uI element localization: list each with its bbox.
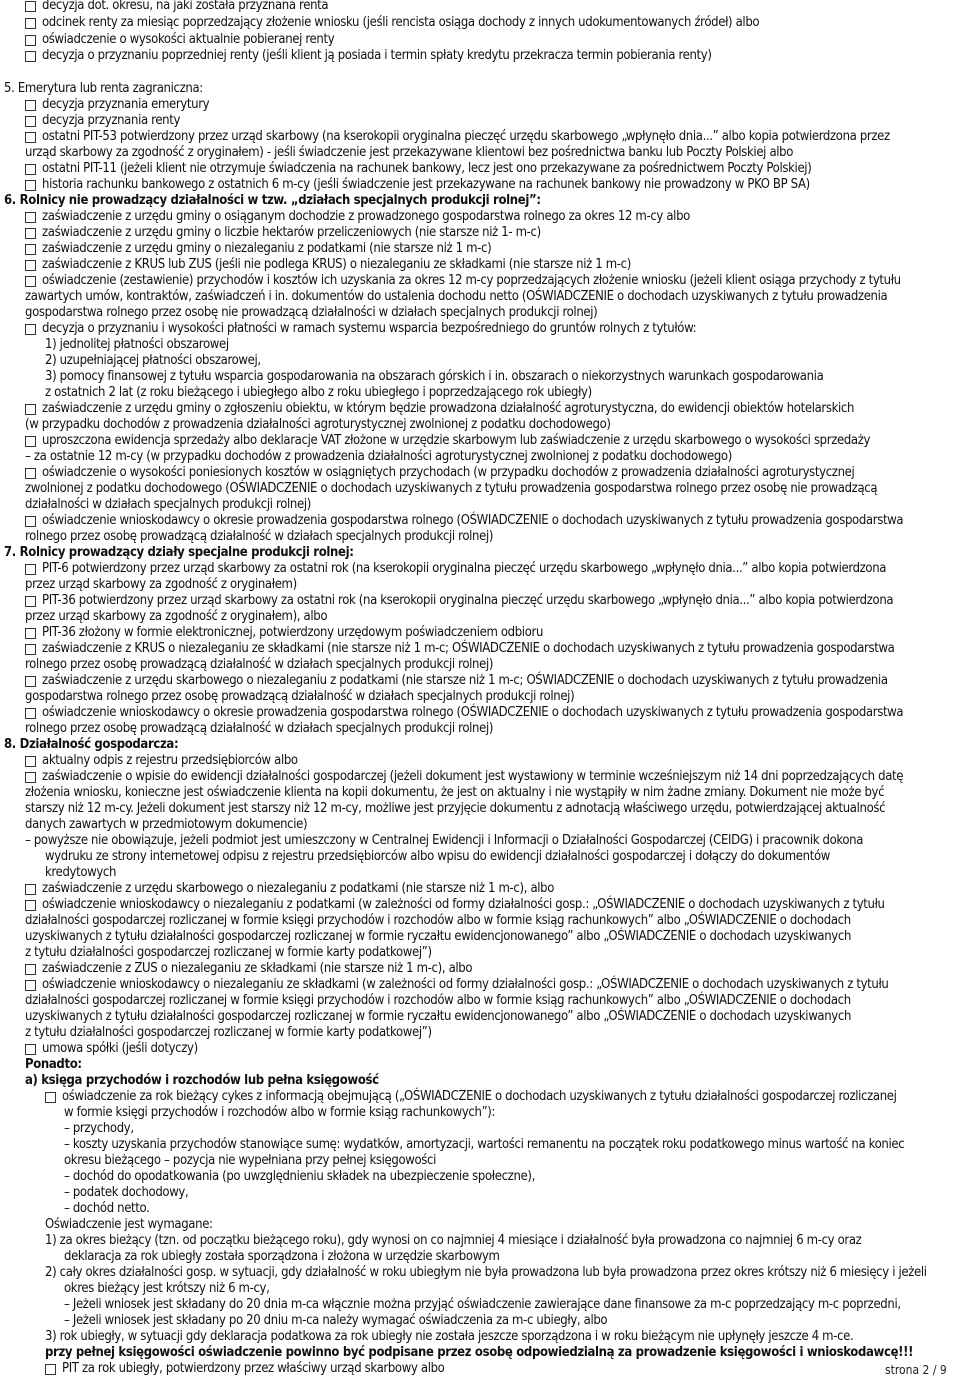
document-line: zaświadczenie z ZUS o niezaleganiu ze składkami (nie starsze niż 1 m-c), albo [42, 961, 473, 976]
checkbox[interactable] [25, 708, 36, 719]
document-line: oświadczenie o wysokości aktualnie pobieranej renty [42, 32, 335, 47]
document-line: 3) pomocy finansowej z tytułu wsparcia gospodarowania na obszarach górskich i in. obszarach o niekorzystnych warunkach gospodarowania [45, 369, 824, 384]
document-line: oświadczenie (zestawienie) przychodów i kosztów ich uzyskania za okres 12 m-cy poprzedzających złożenie wniosku (jeżeli klient osiąga przychody z tytułu [42, 273, 901, 288]
document-line: historia rachunku bankowego z ostatnich 6 m-cy (jeśli świadczenie jest przekazywane na rachunek bankowy nie prowadzony w PKO BP SA) [42, 177, 810, 192]
document-line: – przychody, [64, 1121, 134, 1136]
document-line: – dochód do opodatkowania (po uwzględnieniu składek na ubezpieczenie społeczne), [64, 1169, 535, 1184]
checkbox[interactable] [25, 324, 36, 335]
document-line: oświadczenie wnioskodawcy o niezaleganiu z podatkami (w zależności od formy działalności gosp.: „OŚWIADCZENIE o dochodach uzyskiwanych z tytułu [42, 897, 885, 912]
checkbox[interactable] [25, 228, 36, 239]
document-line: deklaracja za rok ubiegły została sporządzona i złożona w urzędzie skarbowym [64, 1249, 500, 1264]
checkbox[interactable] [45, 1092, 56, 1103]
checkbox[interactable] [25, 276, 36, 287]
document-line: uzyskiwanych z tytułu działalności gospodarczej rozliczanej w formie ryczałtu ewidencjonowanego” albo „OŚWIADCZENIE o dochodach uzyskiwanych [25, 929, 852, 944]
document-line: gospodarstwa rolnego przez osobę nie prowadzącą działalności w działach specjalnych produkcji rolnej) [25, 305, 598, 320]
checkbox[interactable] [25, 564, 36, 575]
document-line: złożenia wniosku, konieczne jest oświadczenie klienta na kopii dokumentu, że jest on aktualny i nie wystąpiły w nim żadne zmiany. Dokument nie może być [25, 785, 885, 800]
checkbox[interactable] [25, 51, 36, 62]
document-line: umowa spółki (jeśli dotyczy) [42, 1041, 198, 1056]
checkbox[interactable] [25, 1044, 36, 1055]
document-line: zwolnionej z podatku dochodowego (OŚWIADCZENIE o dochodach uzyskiwanych z tytułu prowadzenia gospodarstwa rolnego przez osobę nie prowadzącą [25, 481, 878, 496]
document-line: decyzja przyznania renty [42, 113, 181, 128]
document-line: oświadczenie za rok bieżący cykes z informacją obejmującą („OŚWIADCZENIE o dochodach uzyskiwanych z tytułu działalności gospodarczej rozliczanej [62, 1089, 897, 1104]
document-line: przy pełnej księgowości oświadczenie powinno być podpisane przez osobę odpowiedzialną za prowadzenie księgowości i wnioskodawcę!!! [45, 1345, 914, 1360]
page-number: strona 2 / 9 [885, 1363, 947, 1377]
checkbox[interactable] [25, 964, 36, 975]
checkbox[interactable] [25, 900, 36, 911]
document-line: z tytułu działalności gospodarczej rozliczanej w formie karty podatkowej”) [25, 1025, 432, 1040]
document-line: działalności gospodarczej rozliczanej w formie księgi przychodów i rozchodów albo w formie ksiąg rachunkowych” albo „OŚWIADCZENIE o dochodach [25, 993, 851, 1008]
checkbox[interactable] [25, 980, 36, 991]
document-line: działalności w działach specjalnych produkcji rolnej) [25, 497, 311, 512]
document-line: starszy niż 12 m-cy. Jeżeli dokument jest starszy niż 12 m-cy, możliwe jest przyjęcie dokumentu z adnotacją właściwego urzędu, potwierdzającej aktualność [25, 801, 886, 816]
document-line: zaświadczenie z KRUS lub ZUS (jeśli nie podlega KRUS) o niezaleganiu ze składkami (nie starsze niż 1 m-c) [42, 257, 631, 272]
checkbox[interactable] [45, 1364, 56, 1375]
document-line: 8. Działalność gospodarcza: [4, 737, 179, 752]
document-line: okres bieżący jest krótszy niż 6 m-cy, [64, 1281, 270, 1296]
document-line: z tytułu działalności gospodarczej rozliczanej w formie karty podatkowej”) [25, 945, 432, 960]
document-line: gospodarstwa rolnego przez osobę prowadzącą działalność w działach specjalnych produkcji rolnej) [25, 689, 575, 704]
checkbox[interactable] [25, 244, 36, 255]
checkbox[interactable] [25, 756, 36, 767]
document-line: – powyższe nie obowiązuje, jeżeli podmiot jest umieszczony w Centralnej Ewidencji i Informacji o Działalności Gospodarczej (CEIDG) i pracownik dokona [25, 833, 864, 848]
document-line: Oświadczenie jest wymagane: [45, 1217, 213, 1232]
document-line: rolnego przez osobę prowadzącą działalność w działach specjalnych produkcji rolnej) [25, 657, 494, 672]
document-line: 5. Emerytura lub renta zagraniczna: [4, 81, 203, 96]
document-line: uzyskiwanych z tytułu działalności gospodarczej rozliczanej w formie ryczałtu ewidencjonowanego” albo „OŚWIADCZENIE o dochodach uzyskiwanych [25, 1009, 852, 1024]
document-line: decyzja dot. okresu, na jaki została przyznana renta [42, 0, 329, 13]
document-line: przez urząd skarbowy za zgodność z oryginałem) [25, 577, 297, 592]
document-line: zawartych umów, kontraktów, zaświadczeń i in. dokumentów do ustalenia dochodu netto (OŚWIADCZENIE o dochodach uzyskiwanych z tytułu prowadzenia [25, 289, 888, 304]
document-line: PIT za rok ubiegły, potwierdzony przez właściwy urząd skarbowy albo [62, 1361, 445, 1376]
document-line: przez urząd skarbowy za zgodność z oryginałem), albo [25, 609, 328, 624]
document-line: 7. Rolnicy prowadzący działy specjalne produkcji rolnej: [4, 545, 354, 560]
document-line: oświadczenie wnioskodawcy o niezaleganiu ze składkami (w zależności od formy działalności gosp.: „OŚWIADCZENIE o dochodach uzyskiwanych z tytułu [42, 977, 889, 992]
document-line: – podatek dochodowy, [64, 1185, 189, 1200]
checkbox[interactable] [25, 164, 36, 175]
checkbox[interactable] [25, 884, 36, 895]
document-line: PIT-6 potwierdzony przez urząd skarbowy za ostatni rok (na kserokopii oryginalna pieczęć urzędu skarbowego „wpłynęło dnia...” albo kopia potwierdzona [42, 561, 887, 576]
document-line: działalności gospodarczej rozliczanej w formie księgi przychodów i rozchodów albo w formie ksiąg rachunkowych” albo „OŚWIADCZENIE o dochodach [25, 913, 851, 928]
document-line: uproszczona ewidencja sprzedaży albo deklaracje VAT złożone w urzędzie skarbowym lub zaświadczenie z urzędu skarbowego o wysokości sprzedaży [42, 433, 871, 448]
document-line: Ponadto: [25, 1057, 82, 1072]
document-line: 2) cały okres działalności gosp. w sytuacji, gdy działalność w roku ubiegłym nie była prowadzona lub była prowadzona przez okres krótszy niż 6 miesięcy i jeżeli [45, 1265, 927, 1280]
checkbox[interactable] [25, 132, 36, 143]
document-line: 3) rok ubiegły, w sytuacji gdy deklaracja podatkowa za rok ubiegły nie została jeszcze sporządzona i w roku bieżącym nie upłynęły jeszcze 4 m-ce. [45, 1329, 854, 1344]
checkbox[interactable] [25, 628, 36, 639]
document-line: zaświadczenie z KRUS o niezaleganiu ze składkami (nie starsze niż 1 m-c; OŚWIADCZENIE o dochodach uzyskiwanych z tytułu prowadzenia gospodarstwa [42, 641, 895, 656]
checkbox[interactable] [25, 516, 36, 527]
document-line: zaświadczenie z urzędu gminy o osiąganym dochodzie z prowadzonego gospodarstwa rolnego za okres 12 m-cy albo [42, 209, 690, 224]
document-line: (w przypadku dochodów z prowadzenia działalności agroturystycznej zwolnionej z podatku dochodowego) [25, 417, 611, 432]
document-line: z ostatnich 2 lat (z roku bieżącego i ubiegłego albo z roku ubiegłego i poprzedzającego rok ubiegły) [45, 385, 592, 400]
document-line: – Jeżeli wniosek jest składany po 20 dniu m-ca należy wymagać oświadczenia za m-c ubiegły, albo [64, 1313, 608, 1328]
document-line: 2) uzupełniającej płatności obszarowej, [45, 353, 261, 368]
document-line: w formie księgi przychodów i rozchodów albo w formie ksiąg rachunkowych”): [64, 1105, 496, 1120]
document-line: kredytowych [45, 865, 117, 880]
document-line: zaświadczenie z urzędu skarbowego o niezaleganiu z podatkami (nie starsze niż 1 m-c; OŚWIADCZENIE o dochodach uzyskiwanych z tytułu prowadzenia [42, 673, 888, 688]
document-line: – za ostatnie 12 m-cy (w przypadku dochodów z prowadzenia działalności agroturystycznej zwolnionej z podatku dochodowego) [25, 449, 732, 464]
document-line: zaświadczenie o wpisie do ewidencji działalności gospodarczej (jeżeli dokument jest wystawiony w terminie wcześniejszym niż 14 dni poprzedzających datę [42, 769, 904, 784]
document-line: zaświadczenie z urzędu gminy o niezaleganiu z podatkami (nie starsze niż 1 m-c) [42, 241, 492, 256]
checkbox[interactable] [25, 404, 36, 415]
document-line: wydruku ze strony internetowej odpisu z rejestru przedsiębiorców albo wpisu do ewidencji działalności gospodarczej i dołączy do dokumentów [45, 849, 830, 864]
document-line: ostatni PIT-11 (jeżeli klient nie otrzymuje świadczenia na rachunek bankowy, lecz jest ono przekazywane za pośrednictwem Poczty Polskiej) [42, 161, 812, 176]
document-line: 1) za okres bieżący (tzn. od początku bieżącego roku), gdy wynosi on co najmniej 4 miesiące i działalność była prowadzona co najmniej 6 m-cy oraz [45, 1233, 862, 1248]
document-line: zaświadczenie z urzędu gminy o zgłoszeniu obiektu, w którym będzie prowadzona działalność agroturystyczna, do ewidencji obiektów hotelarskich [42, 401, 855, 416]
document-line: oświadczenie wnioskodawcy o okresie prowadzenia gospodarstwa rolnego (OŚWIADCZENIE o dochodach uzyskiwanych z tytułu prowadzenia gospodarstwa [42, 705, 904, 720]
document-line: danych zawartych w przedmiotowym dokumencie) [25, 817, 308, 832]
checkbox[interactable] [25, 35, 36, 46]
document-line: decyzja o przyznaniu poprzedniej renty (jeśli klient ją posiada i termin spłaty kredytu przekracza termin pobierania renty) [42, 48, 712, 63]
checkbox[interactable] [25, 100, 36, 111]
document-line: oświadczenie o wysokości poniesionych kosztów w osiągniętych przychodach (w przypadku dochodów z prowadzenia działalności agroturystycznej [42, 465, 855, 480]
checkbox[interactable] [25, 212, 36, 223]
document-line: okresu bieżącego – pozycja nie wypełniana przy pełnej księgowości [64, 1153, 437, 1168]
document-line: zaświadczenie z urzędu gminy o liczbie hektarów przeliczeniowych (nie starsze niż 1- m-c) [42, 225, 541, 240]
checkbox[interactable] [25, 436, 36, 447]
checkbox[interactable] [25, 260, 36, 271]
document-line: 1) jednolitej płatności obszarowej [45, 337, 229, 352]
checkbox[interactable] [25, 468, 36, 479]
document-line: rolnego przez osobę prowadzącą działalność w działach specjalnych produkcji rolnej) [25, 721, 494, 736]
document-line: – dochód netto. [64, 1201, 150, 1216]
document-line: – koszty uzyskania przychodów stanowiące sumę: wydatków, amortyzacji, wartości remanentu na początek roku podatkowego minus wartość na koniec [64, 1137, 905, 1152]
document-line: aktualny odpis z rejestru przedsiębiorców albo [42, 753, 298, 768]
checkbox[interactable] [25, 180, 36, 191]
document-line: PIT-36 potwierdzony przez urząd skarbowy za ostatni rok (na kserokopii oryginalna pieczęć urzędu skarbowego „wpłynęło dnia...” albo kopia potwierdzona [42, 593, 894, 608]
document-line: zaświadczenie z urzędu skarbowego o niezaleganiu z podatkami (nie starsze niż 1 m-c), albo [42, 881, 555, 896]
document-line: odcinek renty za miesiąc poprzedzający złożenie wniosku (jeśli rencista osiąga dochody z innych udokumentowanych źródeł) albo [42, 15, 760, 30]
document-line: decyzja o przyznaniu i wysokości płatności w ramach systemu wsparcia bezpośredniego do gruntów rolnych z tytułów: [42, 321, 697, 336]
document-line: ostatni PIT-53 potwierdzony przez urząd skarbowy (na kserokopii oryginalna pieczęć urzędu skarbowego „wpłynęło dnia...” albo kopia potwierdzona przez [42, 129, 890, 144]
document-line: rolnego przez osobę prowadzącą działalność w działach specjalnych produkcji rolnej) [25, 529, 494, 544]
checkbox[interactable] [25, 772, 36, 783]
document-line: 6. Rolnicy nie prowadzący działalności w tzw. „działach specjalnych produkcji rolnej”: [4, 193, 541, 208]
document-line: urząd skarbowy za zgodność z oryginałem) - jeśli świadczenie jest przekazywane klientowi bez pośrednictwa banku lub Poczty Polskiej albo [25, 145, 794, 160]
document-line: oświadczenie wnioskodawcy o okresie prowadzenia gospodarstwa rolnego (OŚWIADCZENIE o dochodach uzyskiwanych z tytułu prowadzenia gospodarstwa [42, 513, 904, 528]
checkbox[interactable] [25, 676, 36, 687]
checkbox[interactable] [25, 18, 36, 29]
document-line: decyzja przyznania emerytury [42, 97, 210, 112]
document-line: a) księga przychodów i rozchodów lub pełna księgowość [25, 1073, 379, 1088]
document-line: PIT-36 złożony w formie elektronicznej, potwierdzony urzędowym poświadczeniem odbioru [42, 625, 544, 640]
checkbox[interactable] [25, 644, 36, 655]
document-line: – Jeżeli wniosek jest składany do 20 dnia m-ca włącznie można przyjąć oświadczenie zawierające dane finansowe za m-c poprzedzający m-c poprzedni, [64, 1297, 901, 1312]
checkbox[interactable] [25, 596, 36, 607]
checkbox[interactable] [25, 116, 36, 127]
checkbox[interactable] [25, 1, 36, 12]
